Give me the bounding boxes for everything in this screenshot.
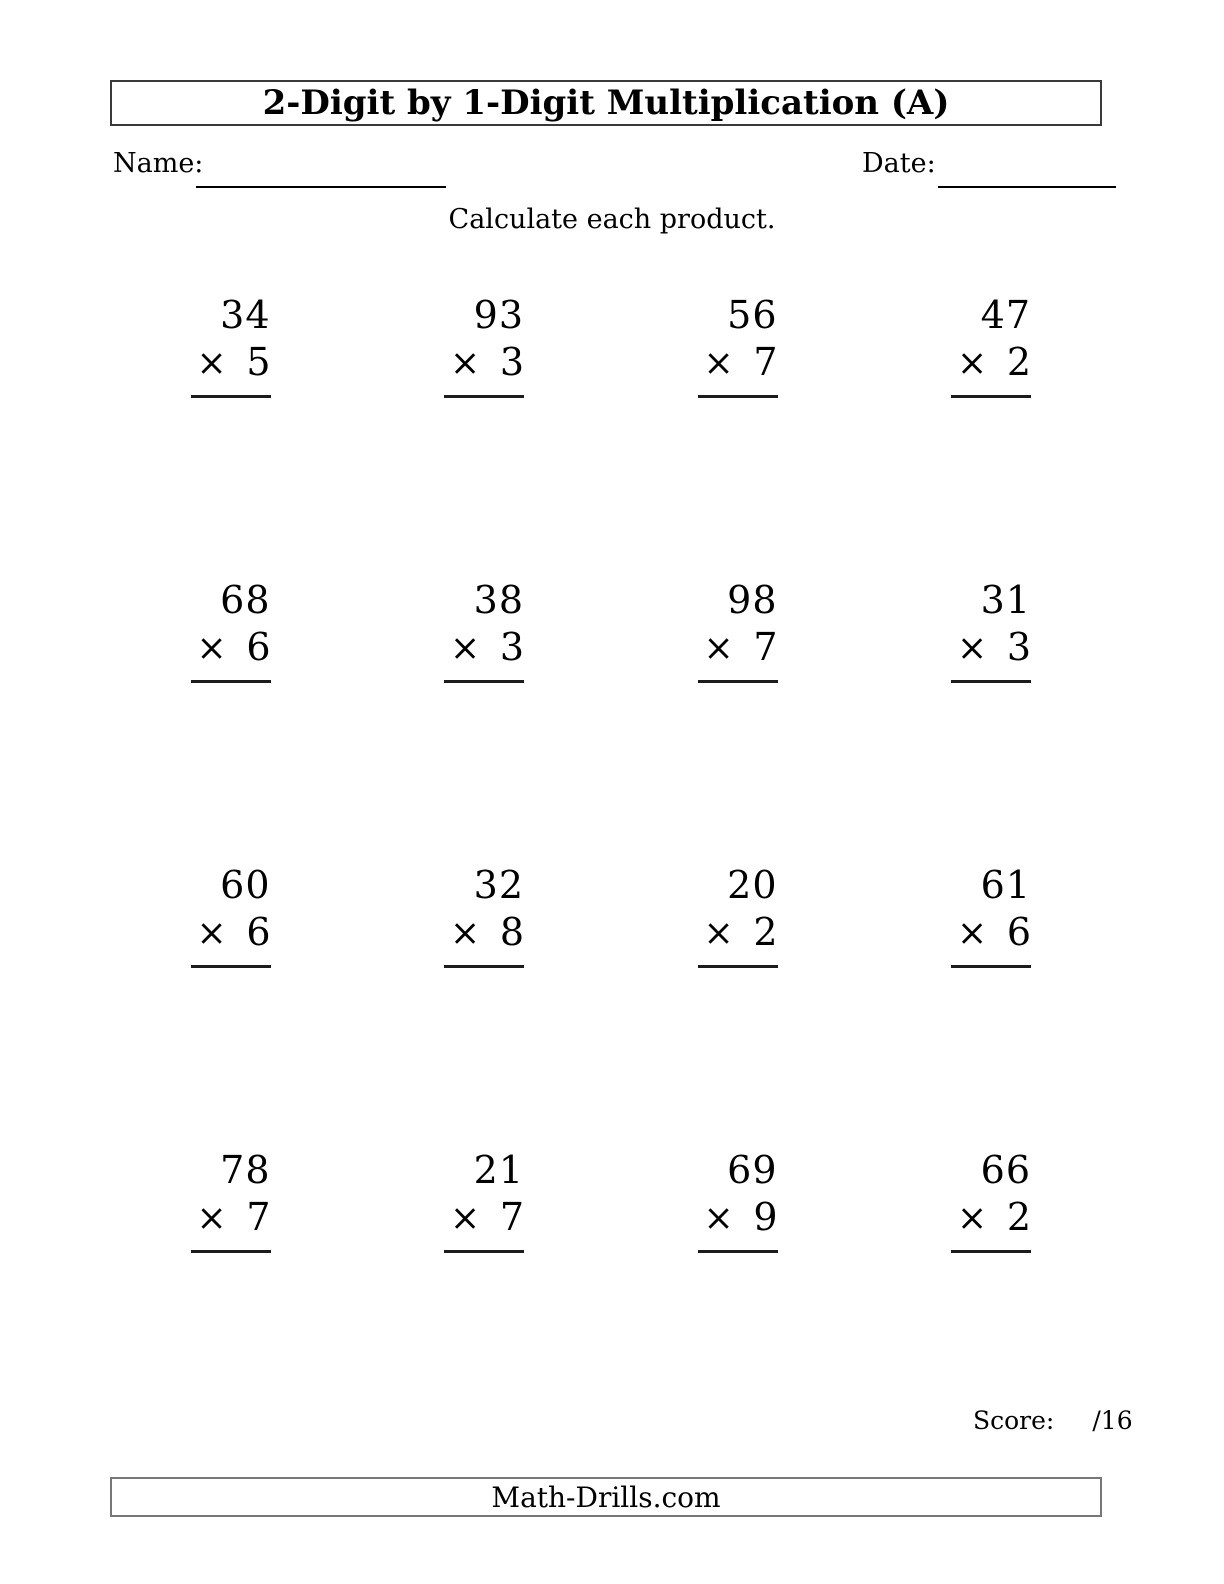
problem-47x2 (778, 292, 1032, 577)
multiplier: 3 (499, 625, 524, 669)
score-area (973, 1406, 1133, 1435)
instruction-text: Calculate each product. (448, 204, 776, 235)
problem-31x3 (778, 577, 1032, 862)
name-blank-line (196, 186, 446, 188)
problem-34x5 (17, 292, 271, 577)
multiply-icon: × (450, 1198, 481, 1239)
multiply-icon: × (196, 913, 227, 954)
problem-98x7 (524, 577, 778, 862)
multiplier: 9 (753, 1195, 778, 1239)
problem-66x2 (778, 1147, 1032, 1432)
problem-21x7 (271, 1147, 525, 1432)
answer-line (444, 965, 524, 968)
problem-38x3 (271, 577, 525, 862)
multiplier: 7 (499, 1195, 524, 1239)
multiply-icon: × (196, 343, 227, 384)
multiplier: 3 (1006, 625, 1031, 669)
score-label: Score: (973, 1406, 1055, 1435)
multiplier: 7 (753, 625, 778, 669)
multiply-icon: × (703, 913, 734, 954)
multiplicand: 66 (980, 1148, 1031, 1192)
problem-32x8 (271, 862, 525, 1147)
problem-69x9 (524, 1147, 778, 1432)
date-blank-line (938, 186, 1116, 188)
problem-60x6 (17, 862, 271, 1147)
multiply-icon: × (957, 913, 988, 954)
multiplier: 6 (246, 910, 271, 954)
multiply-icon: × (450, 343, 481, 384)
worksheet-title-box (110, 80, 1102, 126)
answer-line (444, 680, 524, 683)
multiplier: 2 (753, 910, 778, 954)
answer-line (698, 395, 778, 398)
multiplicand: 32 (473, 863, 524, 907)
site-name: Math-Drills.com (491, 1480, 721, 1514)
name-label: Name: (113, 148, 204, 179)
answer-line (951, 395, 1031, 398)
multiplicand: 31 (980, 578, 1031, 622)
answer-line (444, 1250, 524, 1253)
multiply-icon: × (703, 343, 734, 384)
answer-line (191, 395, 271, 398)
multiplicand: 56 (727, 293, 778, 337)
multiply-icon: × (957, 628, 988, 669)
problem-68x6 (17, 577, 271, 862)
score-value: /16 (1092, 1406, 1133, 1435)
problem-56x7 (524, 292, 778, 577)
multiply-icon: × (450, 628, 481, 669)
problem-20x2 (524, 862, 778, 1147)
multiply-icon: × (703, 1198, 734, 1239)
multiplier: 7 (246, 1195, 271, 1239)
answer-line (191, 965, 271, 968)
multiplicand: 47 (980, 293, 1031, 337)
multiply-icon: × (957, 1198, 988, 1239)
multiplicand: 34 (220, 293, 271, 337)
multiplicand: 78 (220, 1148, 271, 1192)
date-label: Date: (862, 148, 936, 179)
footer-box (110, 1477, 1102, 1517)
multiplicand: 20 (727, 863, 778, 907)
multiplicand: 68 (220, 578, 271, 622)
multiplicand: 38 (473, 578, 524, 622)
answer-line (191, 1250, 271, 1253)
multiply-icon: × (957, 343, 988, 384)
multiply-icon: × (703, 628, 734, 669)
answer-line (444, 395, 524, 398)
multiplier: 8 (499, 910, 524, 954)
multiply-icon: × (450, 913, 481, 954)
multiplier: 2 (1006, 1195, 1031, 1239)
problem-61x6 (778, 862, 1032, 1147)
multiplier: 5 (246, 340, 271, 384)
problem-78x7 (17, 1147, 271, 1432)
multiplicand: 60 (220, 863, 271, 907)
multiplicand: 93 (473, 293, 524, 337)
problems-grid (17, 292, 1031, 1432)
multiplicand: 21 (473, 1148, 524, 1192)
multiplier: 6 (1006, 910, 1031, 954)
answer-line (191, 680, 271, 683)
page-title: 2-Digit by 1-Digit Multiplication (A) (262, 83, 950, 123)
answer-line (951, 965, 1031, 968)
multiplier: 6 (246, 625, 271, 669)
multiply-icon: × (196, 1198, 227, 1239)
answer-line (698, 680, 778, 683)
multiplicand: 61 (980, 863, 1031, 907)
answer-line (698, 965, 778, 968)
multiply-icon: × (196, 628, 227, 669)
multiplier: 2 (1006, 340, 1031, 384)
answer-line (698, 1250, 778, 1253)
multiplicand: 69 (727, 1148, 778, 1192)
answer-line (951, 1250, 1031, 1253)
problem-93x3 (271, 292, 525, 577)
answer-line (951, 680, 1031, 683)
multiplier: 7 (753, 340, 778, 384)
multiplier: 3 (499, 340, 524, 384)
multiplicand: 98 (727, 578, 778, 622)
